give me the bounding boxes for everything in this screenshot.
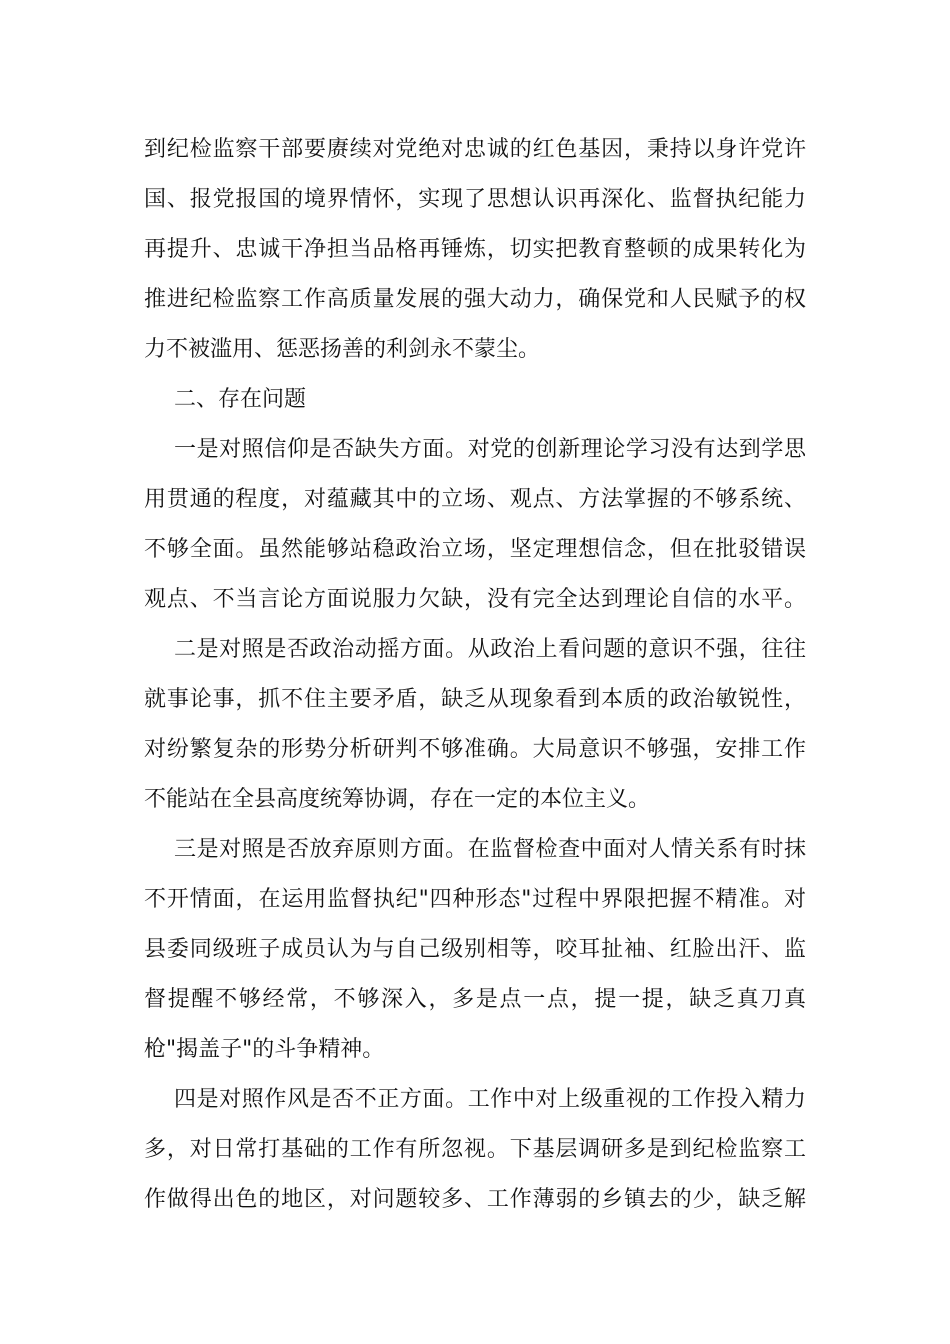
- paragraph-line: 三是对照是否放弃原则方面。在监督检查中面对人情关系有时抹: [174, 837, 806, 862]
- paragraph-line: 二是对照是否政治动摇方面。从政治上看问题的意识不强，往往: [174, 637, 806, 662]
- section-heading: 二、存在问题: [174, 387, 307, 412]
- paragraph-line: 再提升、忠诚干净担当品格再锤炼，切实把教育整顿的成果转化为: [144, 237, 806, 262]
- paragraph-line: 力不被滥用、惩恶扬善的利剑永不蒙尘。: [144, 337, 541, 362]
- paragraph-line: 就事论事，抓不住主要矛盾，缺乏从现象看到本质的政治敏锐性，: [144, 687, 806, 712]
- paragraph-line: 县委同级班子成员认为与自己级别相等，咬耳扯袖、红脸出汗、监: [144, 937, 806, 962]
- paragraph-line: 多，对日常打基础的工作有所忽视。下基层调研多是到纪检监察工: [144, 1137, 806, 1162]
- paragraph-line: 不能站在全县高度统筹协调，存在一定的本位主义。: [144, 787, 651, 812]
- paragraph-line: 四是对照作风是否不正方面。工作中对上级重视的工作投入精力: [174, 1087, 806, 1112]
- paragraph-line: 督提醒不够经常，不够深入，多是点一点，提一提，缺乏真刀真: [144, 987, 806, 1012]
- paragraph-line: 作做得出色的地区，对问题较多、工作薄弱的乡镇去的少，缺乏解: [144, 1187, 806, 1212]
- paragraph-line: 枪"揭盖子"的斗争精神。: [144, 1037, 385, 1062]
- paragraph-line: 对纷繁复杂的形势分析研判不够准确。大局意识不够强，安排工作: [144, 737, 806, 762]
- paragraph-line: 观点、不当言论方面说服力欠缺，没有完全达到理论自信的水平。: [144, 587, 806, 612]
- paragraph-line: 不开情面，在运用监督执纪"四种形态"过程中界限把握不精准。对: [144, 887, 806, 912]
- paragraph-line: 国、报党报国的境界情怀，实现了思想认识再深化、监督执纪能力: [144, 187, 806, 212]
- paragraph-line: 推进纪检监察工作高质量发展的强大动力，确保党和人民赋予的权: [144, 287, 806, 312]
- document-body: [144, 125, 806, 1225]
- paragraph-line: 用贯通的程度，对蕴藏其中的立场、观点、方法掌握的不够系统、: [144, 487, 806, 512]
- paragraph-line: 不够全面。虽然能够站稳政治立场，坚定理想信念，但在批驳错误: [144, 537, 806, 562]
- paragraph-line: 一是对照信仰是否缺失方面。对党的创新理论学习没有达到学思: [174, 437, 806, 462]
- paragraph-line: 到纪检监察干部要赓续对党绝对忠诚的红色基因，秉持以身许党许: [144, 137, 806, 162]
